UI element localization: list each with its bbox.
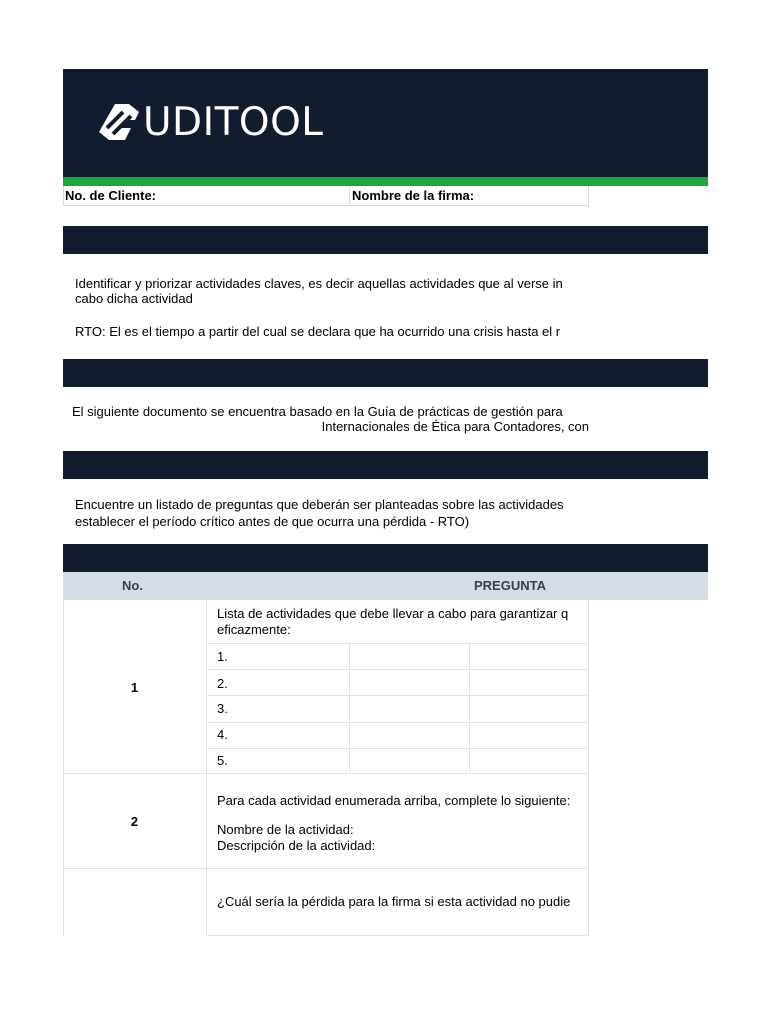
logo-text: UDITOOL	[143, 100, 324, 145]
firm-name-label: Nombre de la firma:	[352, 188, 475, 203]
section-bar-instructions	[63, 451, 708, 479]
section-bar-objective	[63, 226, 708, 254]
client-info-row	[63, 186, 589, 206]
activity-item-5: 5.	[217, 753, 228, 768]
question-2-number: 2	[130, 814, 139, 829]
header-no: No.	[122, 578, 143, 593]
question-3-text-line-1: ¿Cuál sería la pérdida para la firma si esta actividad no pudie	[217, 894, 571, 909]
client-number-label: No. de Cliente:	[65, 188, 157, 203]
question-2-text-line-1: Para cada actividad enumerada arriba, complete lo siguiente:	[217, 793, 571, 808]
auditool-logo	[95, 98, 335, 148]
question-1-number: 1	[130, 680, 139, 695]
activity-item-1: 1.	[217, 649, 228, 664]
question-2-text-line-3: Descripción de la actividad:	[217, 838, 376, 853]
section-bar-basis	[63, 359, 708, 387]
question-1-text-line-1: Lista de actividades que debe llevar a cabo para garantizar q	[217, 606, 569, 621]
basis-line-2: Internacionales de Ética para Contadores, con	[321, 419, 589, 434]
auditool-logo-icon	[95, 98, 145, 148]
objective-line-2: cabo dicha actividad	[75, 291, 193, 306]
basis-line-1: El siguiente documento se encuentra basado en la Guía de prácticas de gestión para	[72, 404, 563, 419]
header-question: PREGUNTA	[474, 578, 546, 593]
activity-item-4: 4.	[217, 727, 228, 742]
section-bar-questions	[63, 544, 708, 572]
activity-item-3: 3.	[217, 701, 228, 716]
header-accent-stripe	[63, 177, 708, 186]
activity-item-2: 2.	[217, 676, 228, 691]
objective-line-1: Identificar y priorizar actividades claves, es decir aquellas actividades que al verse in	[75, 276, 563, 291]
instructions-line-2: establecer el período crítico antes de que ocurra una pérdida - RTO)	[75, 514, 470, 529]
question-1-text-line-2: eficazmente:	[217, 622, 291, 637]
table-header	[63, 572, 708, 600]
objective-line-3: RTO: El es el tiempo a partir del cual se declara que ha ocurrido una crisis hasta el r	[75, 324, 561, 339]
question-2-text-line-2: Nombre de la actividad:	[217, 822, 354, 837]
instructions-line-1: Encuentre un listado de preguntas que deberán ser planteadas sobre las actividades	[75, 497, 564, 512]
